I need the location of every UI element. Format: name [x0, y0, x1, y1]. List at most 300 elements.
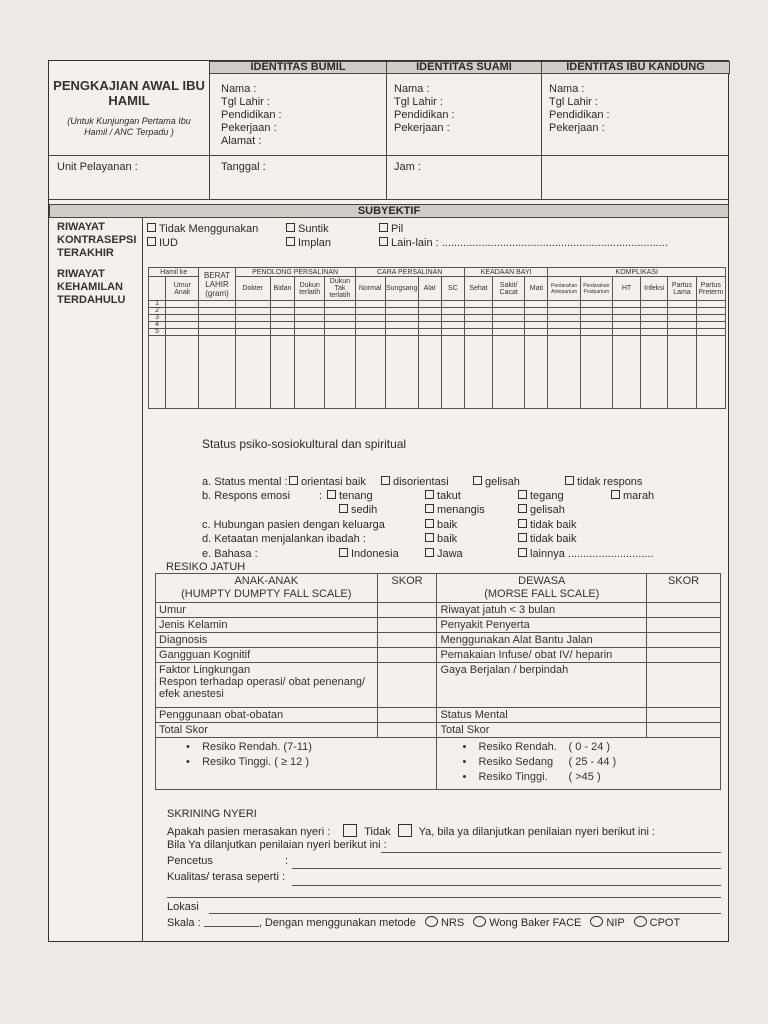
table-cell[interactable]	[295, 329, 325, 336]
anak-skor-cell[interactable]	[377, 633, 437, 648]
checkbox-icon	[425, 548, 434, 557]
table-cell[interactable]	[235, 336, 270, 409]
th-cara: CARA PERSALINAN	[355, 268, 464, 277]
row-number: 5	[149, 329, 166, 336]
table-cell[interactable]	[668, 308, 696, 315]
anak-item: Total Skor	[156, 723, 378, 738]
table-cell[interactable]	[385, 329, 418, 336]
th-penolong: PENOLONG PERSALINAN	[235, 268, 355, 277]
pencetus-line[interactable]	[292, 868, 721, 869]
fall-risk-table	[155, 573, 721, 790]
anak-risk-levels	[156, 738, 437, 790]
table-cell[interactable]	[641, 322, 668, 329]
nyeri-bila: Bila Ya dilanjutkan penilaian nyeri berikut ini :	[167, 839, 387, 851]
table-cell[interactable]	[199, 301, 235, 308]
checkbox-icon	[379, 237, 388, 246]
th-komp-5: Partus Preterm	[696, 277, 725, 301]
table-cell[interactable]	[696, 301, 725, 308]
table-cell[interactable]	[441, 301, 464, 308]
table-cell[interactable]	[668, 301, 696, 308]
opt-pil[interactable]: Pil	[379, 223, 403, 236]
psiko-option[interactable]: gelisah	[473, 476, 520, 489]
th-pen-1: Bidan	[270, 277, 294, 301]
psiko-option[interactable]: takut	[425, 490, 461, 503]
table-cell[interactable]	[166, 329, 199, 336]
table-cell[interactable]	[548, 301, 580, 308]
fall-row	[156, 663, 721, 708]
table-cell[interactable]	[641, 336, 668, 409]
table-cell[interactable]	[166, 315, 199, 322]
psiko-option[interactable]: disorientasi	[381, 476, 449, 489]
checkbox-icon	[339, 504, 348, 513]
dewasa-skor-cell[interactable]	[647, 648, 721, 663]
table-cell[interactable]	[199, 308, 235, 315]
ibu-pendidikan[interactable]: Pendidikan :	[549, 109, 610, 121]
anak-item: Penggunaan obat-obatan	[156, 708, 378, 723]
table-cell[interactable]	[166, 308, 199, 315]
table-cell[interactable]	[385, 308, 418, 315]
checkbox-icon	[286, 237, 295, 246]
th-komp-0: Perdarahan Antepartum	[548, 277, 580, 301]
table-cell[interactable]	[641, 301, 668, 308]
table-cell[interactable]	[199, 315, 235, 322]
table-cell[interactable]	[548, 329, 580, 336]
psiko-option[interactable]: orientasi baik	[289, 476, 366, 489]
anak-skor-cell[interactable]	[377, 663, 437, 708]
th-cara-0: Normal	[355, 277, 385, 301]
table-cell[interactable]	[668, 336, 696, 409]
table-cell[interactable]	[612, 301, 640, 308]
form-subtitle: (Untuk Kunjungan Pertama Ibu Hamil / ANC Terpadu )	[67, 116, 191, 137]
row-number: 4	[149, 322, 166, 329]
checkbox-icon	[381, 476, 390, 485]
table-cell[interactable]	[464, 301, 492, 308]
table-row	[149, 336, 726, 409]
table-cell[interactable]	[325, 322, 355, 329]
table-cell[interactable]	[199, 322, 235, 329]
table-cell[interactable]	[612, 315, 640, 322]
table-row	[149, 315, 726, 322]
resiko-jatuh-title: RESIKO JATUH	[166, 561, 246, 573]
checkbox-icon	[289, 476, 298, 485]
jam-field[interactable]: Jam :	[394, 161, 421, 173]
anak-item: Umur	[156, 603, 378, 618]
table-cell[interactable]	[525, 329, 548, 336]
th-pen-0: Dokter	[235, 277, 270, 301]
table-cell[interactable]	[548, 308, 580, 315]
table-cell[interactable]	[418, 308, 441, 315]
psiko-option[interactable]: sedih	[339, 504, 377, 517]
table-cell[interactable]	[270, 308, 294, 315]
table-cell[interactable]	[493, 308, 525, 315]
table-cell[interactable]	[149, 336, 166, 409]
table-cell[interactable]	[696, 329, 725, 336]
table-cell[interactable]	[270, 301, 294, 308]
risk-tinggi-anak: • Resiko Tinggi. ( ≥ 12 )	[186, 756, 309, 768]
row-number: 2	[149, 308, 166, 315]
table-cell[interactable]	[199, 329, 235, 336]
checkbox-icon	[611, 490, 620, 499]
dewasa-item: Penyakit Penyerta	[437, 618, 647, 633]
table-cell[interactable]	[493, 315, 525, 322]
checkbox-icon	[518, 504, 527, 513]
psiko-option[interactable]: tidak baik	[518, 533, 576, 546]
table-cell[interactable]	[696, 336, 725, 409]
dewasa-header: DEWASA (MORSE FALL SCALE)	[437, 574, 647, 603]
dewasa-skor-header: SKOR	[647, 574, 721, 603]
dewasa-skor-cell[interactable]	[647, 603, 721, 618]
suami-fields	[394, 83, 455, 135]
opt-implan[interactable]: Implan	[286, 237, 331, 250]
checkbox-icon	[425, 504, 434, 513]
table-cell[interactable]	[235, 322, 270, 329]
ibu-nama[interactable]: Nama :	[549, 83, 585, 95]
table-cell[interactable]	[464, 308, 492, 315]
table-cell[interactable]	[464, 329, 492, 336]
checkbox-icon	[379, 223, 388, 232]
table-cell[interactable]	[270, 329, 294, 336]
table-cell[interactable]	[199, 336, 235, 409]
checkbox-icon	[327, 490, 336, 499]
lokasi-line[interactable]	[209, 913, 721, 914]
checkbox-icon	[286, 223, 295, 232]
table-cell[interactable]	[325, 329, 355, 336]
th-berat-lahir: BERAT LAHIR (gram)	[199, 268, 235, 301]
psiko-option[interactable]: baik	[425, 519, 457, 532]
kualitas-line[interactable]	[292, 885, 721, 886]
table-cell[interactable]	[418, 322, 441, 329]
table-cell[interactable]	[696, 322, 725, 329]
risk-rendah-anak: • Resiko Rendah. (7-11)	[186, 741, 312, 753]
psiko-a-label: a. Status mental :	[202, 476, 288, 488]
psiko-option[interactable]: tidak baik	[518, 519, 576, 532]
checkbox-icon	[339, 548, 348, 557]
psiko-option[interactable]: tegang	[518, 490, 564, 503]
th-komp-2: HT	[612, 277, 640, 301]
psiko-option[interactable]: tidak respons	[565, 476, 642, 489]
checkbox-icon	[425, 490, 434, 499]
nyeri-ya-label: Ya, bila ya dilanjutkan penilaian nyeri berikut ini :	[418, 826, 656, 838]
unit-pelayanan[interactable]: Unit Pelayanan :	[57, 161, 138, 173]
psiko-option[interactable]: tenang	[327, 490, 373, 503]
table-cell[interactable]	[270, 322, 294, 329]
dewasa-item: Pemakaian Infuse/ obat IV/ heparin	[437, 648, 647, 663]
kualitas-label: Kualitas/ terasa seperti :	[167, 871, 286, 883]
anak-item: Faktor Lingkungan Respon terhadap operasi/ obat penenang/ efek anestesi	[156, 663, 378, 708]
th-kea-1: Sakit/ Cacat	[493, 277, 525, 301]
table-cell[interactable]	[548, 336, 580, 409]
table-cell[interactable]	[385, 315, 418, 322]
radio-cpot[interactable]	[634, 916, 647, 927]
dewasa-skor-cell[interactable]	[647, 708, 721, 723]
nyeri-tidak-label: Tidak	[364, 826, 391, 838]
table-cell[interactable]	[235, 308, 270, 315]
checkbox-icon	[147, 223, 156, 232]
dewasa-risk-levels	[437, 738, 721, 790]
row-number: 1	[149, 301, 166, 308]
th-cara-1: Sungsang	[385, 277, 418, 301]
dewasa-item: Total Skor	[437, 723, 647, 738]
table-cell[interactable]	[525, 315, 548, 322]
psiko-option[interactable]: marah	[611, 490, 654, 503]
table-cell[interactable]	[612, 308, 640, 315]
table-cell[interactable]	[493, 322, 525, 329]
table-cell[interactable]	[295, 301, 325, 308]
table-cell[interactable]	[166, 336, 199, 409]
table-cell[interactable]	[525, 301, 548, 308]
nyeri-title: SKRINING NYERI	[167, 808, 257, 820]
skala-input[interactable]	[204, 916, 259, 927]
checkbox-icon	[425, 533, 434, 542]
table-cell[interactable]	[464, 336, 492, 409]
psiko-option[interactable]: baik	[425, 533, 457, 546]
checkbox-icon	[518, 490, 527, 499]
table-cell[interactable]	[580, 315, 612, 322]
table-cell[interactable]	[418, 301, 441, 308]
checkbox-icon	[473, 476, 482, 485]
psiko-option[interactable]: Jawa	[425, 548, 463, 561]
table-cell[interactable]	[641, 315, 668, 322]
table-cell[interactable]	[295, 336, 325, 409]
table-cell[interactable]	[385, 336, 418, 409]
table-cell[interactable]	[464, 322, 492, 329]
radio-nrs[interactable]	[425, 916, 438, 927]
table-cell[interactable]	[325, 301, 355, 308]
table-cell[interactable]	[295, 308, 325, 315]
psiko-option[interactable]: menangis	[425, 504, 485, 517]
table-cell[interactable]	[295, 315, 325, 322]
th-kea-0: Sehat	[464, 277, 492, 301]
th-komp-4: Partus Lama	[668, 277, 696, 301]
table-cell[interactable]	[612, 322, 640, 329]
table-cell[interactable]	[441, 329, 464, 336]
dewasa-skor-cell[interactable]	[647, 633, 721, 648]
row-number: 3	[149, 315, 166, 322]
th-komp-3: Infeksi	[641, 277, 668, 301]
psiko-title: Status psiko-sosiokultural dan spiritual	[202, 437, 407, 451]
dewasa-skor-cell[interactable]	[647, 618, 721, 633]
table-cell[interactable]	[580, 329, 612, 336]
radio-wong-baker[interactable]	[473, 916, 486, 927]
anak-skor-cell[interactable]	[377, 618, 437, 633]
table-cell[interactable]	[418, 336, 441, 409]
th-cara-3: SC	[441, 277, 464, 301]
psiko-b-label: b. Respons emosi	[202, 490, 291, 502]
suami-tgl-lahir[interactable]: Tgl Lahir :	[394, 96, 443, 108]
table-cell[interactable]	[493, 301, 525, 308]
dewasa-skor-cell[interactable]	[647, 663, 721, 708]
form-title: PENGKAJIAN AWAL IBU HAMIL	[53, 78, 205, 108]
dewasa-item: Gaya Berjalan / berpindah	[437, 663, 647, 708]
pregnancy-history-table	[148, 267, 726, 409]
table-cell[interactable]	[235, 301, 270, 308]
table-cell[interactable]	[325, 308, 355, 315]
assessment-form: PENGKAJIAN AWAL IBU HAMIL (Untuk Kunjungan Pertama Ibu Hamil / ANC Terpadu ) IDENTITAS BUMIL IDENTITAS SUAMI IDENTITAS IBU KANDUNG Nama : Tgl Lahir : Pendidikan : Pekerjaan : Alamat : Nama : Tgl Lahir : Pendidikan : Pekerjaan : Nama : Tgl Lahir : Pendidikan : Pekerjaan : Unit Pelayanan : Tanggal : Jam : SUBYEKTIF RIWAYAT KONTRASEPSI TERAKHIR Tidak Menggunakan IUD Suntik Implan Pil Lain-lain : .......................................................................... RIWAYAT KEHAMILAN TERDAHULU Hamil ke BERAT LAHIR (gram) PENOLONG PERSALINAN CARA PERSALINAN KEADAAN BAYI KOMPLIKASI Umur Anak Dokter Bidan Dukun terlatih Dukun Tak terlatih Normal Sungsang Alat SC Sehat Sakit/ Cacat Mati Perdarahan Antepartum Perdarahan Postpartum HT Infeksi Partus Lama Partus Preterm 1 2 3 4 5 Status psiko-sosiokultural dan spiritual a. Status mental : orientasi baik disorientasi gelisah tidak respons b. Respons emosi tenang takut tegang marah sedih menangis gelisah c. Hubungan pasien dengan keluarga baik tidak baik d. Ketaatan menjalankan ibadah : baik tidak baik e. Bahasa : Indonesia Jawa lainnya ............................ : RESIKO JATUH ANAK-ANAK (HUMPTY DUMPTY FALL SCALE) SKOR DEWASA (MORSE FALL SCALE) SKOR Umur Riwayat jatuh < 3 bulan Jenis Kelamin Penyakit Penyerta Diagnosis Menggunakan Alat Bantu Jalan Gangguan Kognitif Pemakaian Infuse/ obat IV/ heparin Faktor Lingkungan Respon terhadap operasi/ obat penenang/ efek anestesi Gaya Berjalan / berpindah Penggunaan obat-obatan Status Mental Total Skor Total Skor • Resiko Rendah. (7-11) • Resiko Tinggi. ( ≥ 12 ) • Resiko Rendah. ( 0 - 24 ) • Resiko Sedang ( 25 - 44 ) • Resiko Tinggi. ( >45 ) SKRINING NYERI Apakah pasien merasakan nyeri : Tidak Ya, bila ya dilanjutkan penilaian nyeri berikut ini : Bila Ya dilanjutkan penilaian nyeri berikut ini : Pencetus : Kualitas/ terasa seperti : Lokasi Skala : , Dengan menggunakan metode NRS Wong Baker FACE NIP CPOT	[48, 60, 729, 942]
table-cell[interactable]	[418, 315, 441, 322]
dewasa-item: Riwayat jatuh < 3 bulan	[437, 603, 647, 618]
table-cell[interactable]	[235, 315, 270, 322]
psiko-option[interactable]: lainnya ............................	[518, 548, 654, 561]
checkbox-icon	[518, 519, 527, 528]
bumil-nama[interactable]: Nama :	[221, 83, 257, 95]
table-cell[interactable]	[418, 329, 441, 336]
psiko-d-label: d. Ketaatan menjalankan ibadah :	[202, 533, 366, 545]
table-cell[interactable]	[493, 329, 525, 336]
th-umur-anak: Umur Anak	[166, 277, 199, 301]
table-cell[interactable]	[641, 308, 668, 315]
psiko-c-label: c. Hubungan pasien dengan keluarga	[202, 519, 385, 531]
table-cell[interactable]	[525, 322, 548, 329]
fall-row	[156, 723, 721, 738]
fall-row	[156, 633, 721, 648]
anak-item: Gangguan Kognitif	[156, 648, 378, 663]
col-header-suami: IDENTITAS SUAMI	[386, 61, 542, 74]
table-cell[interactable]	[641, 329, 668, 336]
table-cell[interactable]	[612, 336, 640, 409]
kehamilan-label: RIWAYAT KEHAMILAN TERDAHULU	[57, 268, 126, 306]
th-kea-2: Mati	[525, 277, 548, 301]
table-cell[interactable]	[668, 315, 696, 322]
checkbox-icon	[565, 476, 574, 485]
th-hamil-ke: Hamil ke	[149, 268, 199, 277]
table-cell[interactable]	[668, 329, 696, 336]
psiko-option[interactable]: gelisah	[518, 504, 565, 517]
anak-skor-cell[interactable]	[377, 708, 437, 723]
anak-header: ANAK-ANAK (HUMPTY DUMPTY FALL SCALE)	[156, 574, 378, 603]
ibu-tgl-lahir[interactable]: Tgl Lahir :	[549, 96, 598, 108]
nyeri-tidak-checkbox[interactable]	[343, 824, 357, 837]
table-cell[interactable]	[235, 329, 270, 336]
table-row	[149, 301, 726, 308]
table-row	[149, 308, 726, 315]
kualitas-line-2[interactable]	[167, 897, 721, 898]
table-row	[149, 329, 726, 336]
fall-row	[156, 708, 721, 723]
anak-item: Diagnosis	[156, 633, 378, 648]
table-cell[interactable]	[295, 322, 325, 329]
checkbox-icon	[518, 548, 527, 557]
th-pen-3: Dukun Tak terlatih	[325, 277, 355, 301]
bumil-pekerjaan[interactable]: Pekerjaan :	[221, 122, 277, 134]
anak-skor-cell[interactable]	[377, 723, 437, 738]
opt-lain-lain[interactable]: Lain-lain : ..........................................................................	[379, 237, 668, 250]
nyeri-question: Apakah pasien merasakan nyeri : Tidak Ya, bila ya dilanjutkan penilaian nyeri berikut ini :	[167, 826, 656, 838]
table-cell[interactable]	[580, 308, 612, 315]
table-cell[interactable]	[355, 322, 385, 329]
anak-item: Jenis Kelamin	[156, 618, 378, 633]
opt-suntik[interactable]: Suntik	[286, 223, 329, 236]
table-cell[interactable]	[270, 315, 294, 322]
table-cell[interactable]	[493, 336, 525, 409]
table-cell[interactable]	[464, 315, 492, 322]
anak-skor-cell[interactable]	[377, 648, 437, 663]
opt-iud[interactable]: IUD	[147, 237, 178, 250]
table-cell[interactable]	[355, 308, 385, 315]
table-cell[interactable]	[441, 336, 464, 409]
nyeri-ya-checkbox[interactable]	[398, 824, 412, 837]
table-cell[interactable]	[166, 301, 199, 308]
dewasa-skor-cell[interactable]	[647, 723, 721, 738]
table-cell[interactable]	[580, 301, 612, 308]
bumil-pendidikan[interactable]: Pendidikan :	[221, 109, 282, 121]
table-cell[interactable]	[548, 322, 580, 329]
ibu-pekerjaan[interactable]: Pekerjaan :	[549, 122, 605, 134]
bila-line[interactable]	[381, 852, 721, 853]
table-cell[interactable]	[355, 329, 385, 336]
table-cell[interactable]	[696, 315, 725, 322]
psiko-e-label: e. Bahasa :	[202, 548, 258, 560]
table-row	[149, 322, 726, 329]
table-cell[interactable]	[612, 329, 640, 336]
risk-tinggi-dewasa: • Resiko Tinggi. ( >45 )	[462, 771, 601, 783]
checkbox-icon	[147, 237, 156, 246]
table-cell[interactable]	[166, 322, 199, 329]
table-cell[interactable]	[441, 308, 464, 315]
table-cell[interactable]	[525, 308, 548, 315]
table-cell[interactable]	[580, 336, 612, 409]
psiko-option[interactable]: Indonesia	[339, 548, 399, 561]
table-cell[interactable]	[441, 322, 464, 329]
fall-row	[156, 618, 721, 633]
table-cell[interactable]	[525, 336, 548, 409]
th-komp-1: Perdarahan Postpartum	[580, 277, 612, 301]
th-pen-2: Dukun terlatih	[295, 277, 325, 301]
th-keadaan: KEADAAN BAYI	[464, 268, 548, 277]
tanggal-field[interactable]: Tanggal :	[221, 161, 266, 173]
table-cell[interactable]	[325, 315, 355, 322]
table-cell[interactable]	[696, 308, 725, 315]
col-header-ibu: IDENTITAS IBU KANDUNG	[541, 61, 730, 74]
radio-nip[interactable]	[590, 916, 603, 927]
opt-tidak-menggunakan[interactable]: Tidak Menggunakan	[147, 223, 258, 236]
risk-sedang-dewasa: • Resiko Sedang ( 25 - 44 )	[462, 756, 617, 768]
table-cell[interactable]	[580, 322, 612, 329]
anak-skor-header: SKOR	[377, 574, 437, 603]
subyektif-header: SUBYEKTIF	[49, 204, 729, 218]
ibu-fields	[549, 83, 610, 135]
table-cell[interactable]	[548, 315, 580, 322]
pencetus-label: Pencetus	[167, 855, 213, 867]
suami-pendidikan[interactable]: Pendidikan :	[394, 109, 455, 121]
fall-row	[156, 648, 721, 663]
checkbox-icon	[518, 533, 527, 542]
table-cell[interactable]	[355, 315, 385, 322]
table-cell[interactable]	[668, 322, 696, 329]
table-cell[interactable]	[441, 315, 464, 322]
table-cell[interactable]	[355, 301, 385, 308]
table-cell[interactable]	[270, 336, 294, 409]
table-cell[interactable]	[325, 336, 355, 409]
bumil-fields	[221, 83, 282, 148]
checkbox-icon	[425, 519, 434, 528]
th-cara-2: Alat	[418, 277, 441, 301]
anak-skor-cell[interactable]	[377, 603, 437, 618]
dewasa-item: Menggunakan Alat Bantu Jalan	[437, 633, 647, 648]
risk-rendah-dewasa: • Resiko Rendah. ( 0 - 24 )	[462, 741, 611, 753]
fall-row	[156, 603, 721, 618]
table-cell[interactable]	[355, 336, 385, 409]
table-cell[interactable]	[385, 322, 418, 329]
suami-pekerjaan[interactable]: Pekerjaan :	[394, 122, 450, 134]
kontrasepsi-label: RIWAYAT KONTRASEPSI TERAKHIR	[57, 221, 137, 259]
col-header-bumil: IDENTITAS BUMIL	[209, 61, 387, 74]
bumil-alamat[interactable]: Alamat :	[221, 135, 262, 147]
suami-nama[interactable]: Nama :	[394, 83, 430, 95]
th-komplikasi: KOMPLIKASI	[548, 268, 726, 277]
bumil-tgl-lahir[interactable]: Tgl Lahir :	[221, 96, 270, 108]
table-cell[interactable]	[385, 301, 418, 308]
dewasa-item: Status Mental	[437, 708, 647, 723]
